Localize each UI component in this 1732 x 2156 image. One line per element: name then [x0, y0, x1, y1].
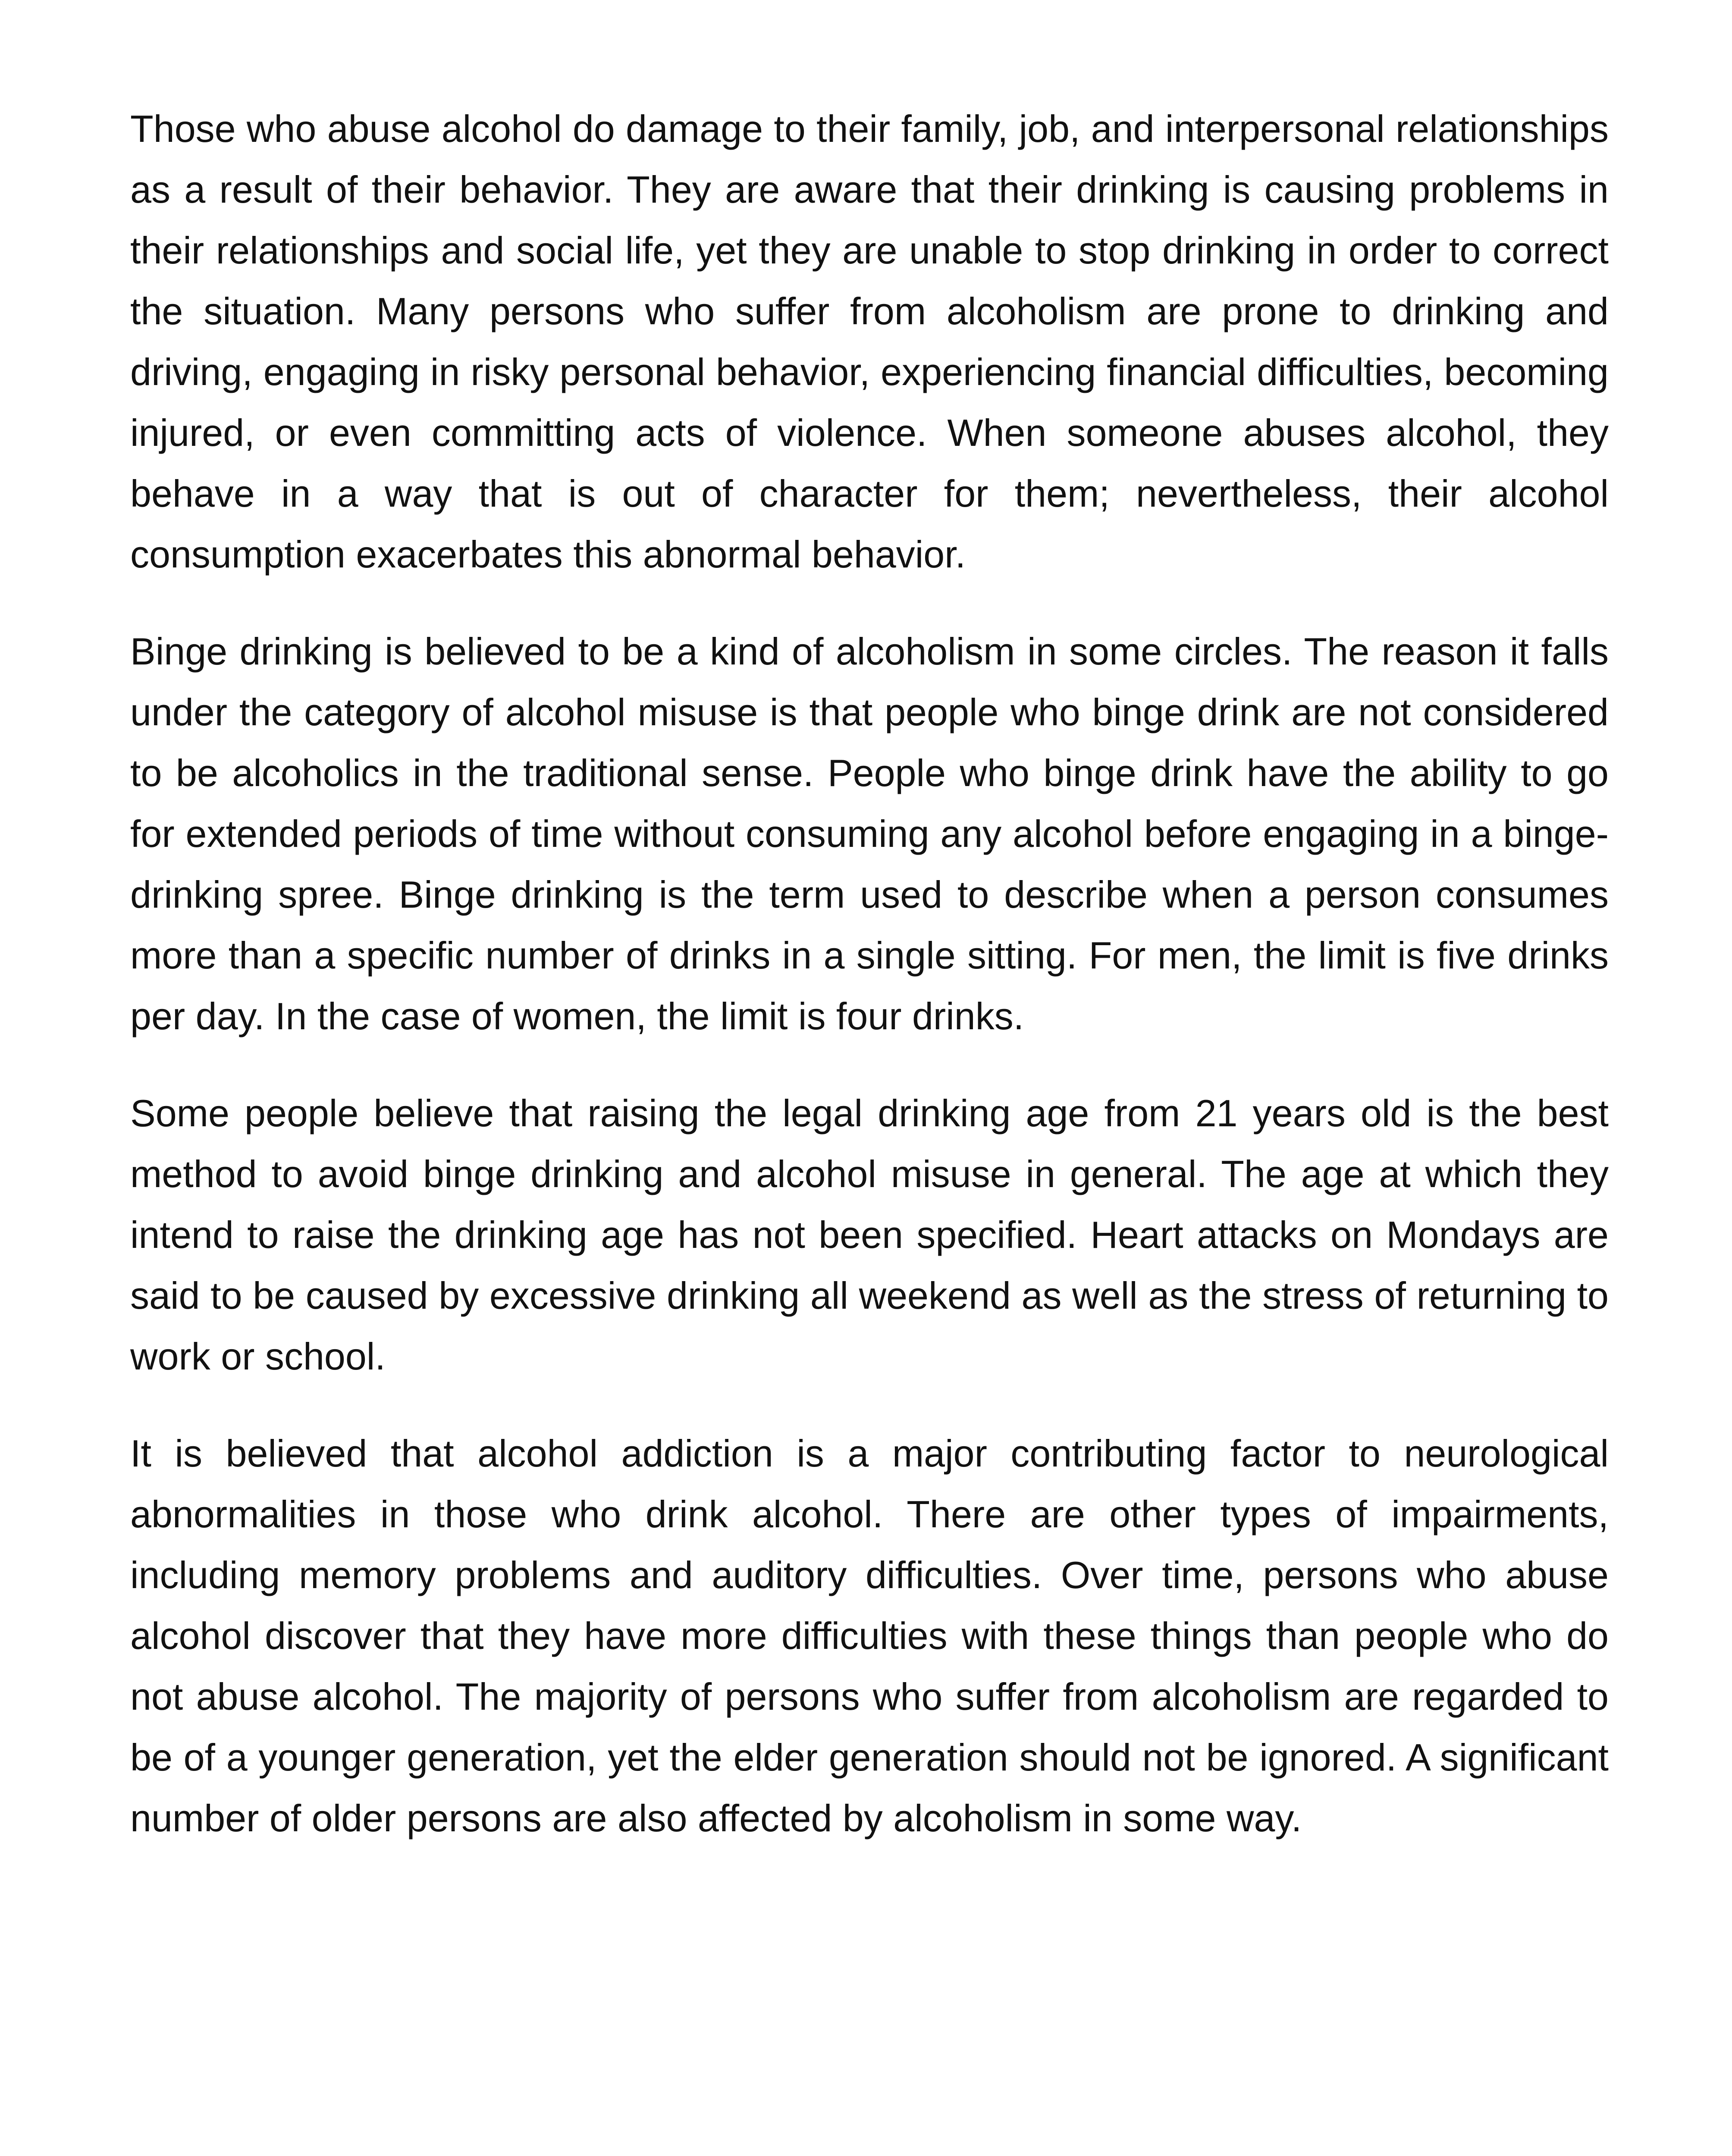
paragraph-4: It is believed that alcohol addiction is a major contributing factor to neurological abnormalities in those who drink alcohol. There are other types of impairments, including memory problems and auditory difficulties. Over time, persons who abuse alcohol discover that they have more difficulties with these things than people who do not abuse alcohol. The majority of persons who suffer from alcoholism are regarded to be of a younger generation, yet the elder generation should not be ignored. A significant number of older persons are also affected by alcoholism in some way.	[130, 1432, 1609, 1839]
paragraph-2: Binge drinking is believed to be a kind of alcoholism in some circles. The reason it falls under the category of alcohol misuse is that people who binge drink are not considered to be alcoholics in the traditional sense. People who binge drink have the ability to go for extended periods of time without consuming any alcohol before engaging in a binge-drinking spree. Binge drinking is the term used to describe when a person consumes more than a specific number of drinks in a single sitting. For men, the limit is five drinks per day. In the case of women, the limit is four drinks.	[130, 630, 1609, 1037]
body-text	[130, 98, 1609, 1885]
paragraph-3: Some people believe that raising the legal drinking age from 21 years old is the best method to avoid binge drinking and alcohol misuse in general. The age at which they intend to raise the drinking age has not been specified. Heart attacks on Mondays are said to be caused by excessive drinking all weekend as well as the stress of returning to work or school.	[130, 1092, 1609, 1378]
paragraph-1: Those who abuse alcohol do damage to their family, job, and interpersonal relationships as a result of their behavior. They are aware that their drinking is causing problems in their relationships and social life, yet they are unable to stop drinking in order to correct the situation. Many persons who suffer from alcoholism are prone to drinking and driving, engaging in risky personal behavior, experiencing financial difficulties, becoming injured, or even committing acts of violence. When someone abuses alcohol, they behave in a way that is out of character for them; nevertheless, their alcohol consumption exacerbates this abnormal behavior.	[130, 107, 1609, 576]
